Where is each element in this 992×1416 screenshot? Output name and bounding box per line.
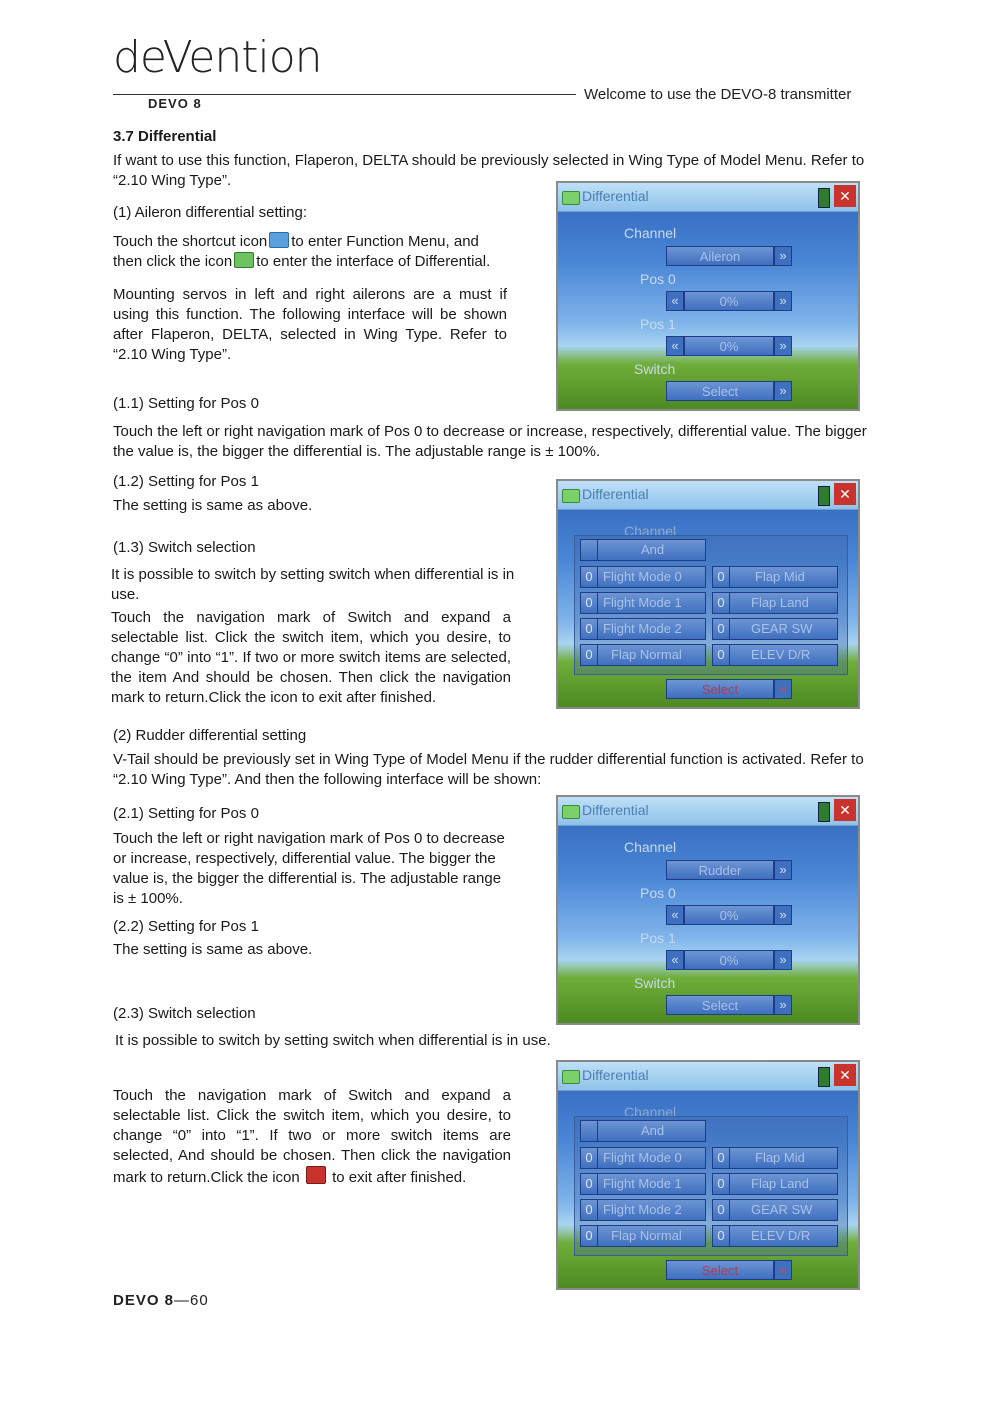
rudder-pos1-heading: (2.2) Setting for Pos 1 [113,918,259,935]
switch-item-label: ELEV D/R [751,647,811,662]
aileron-touch-line [113,232,513,252]
switch-item[interactable] [580,592,706,614]
rudder-pos0-text: Touch the left or right navigation mark of Pos 0 to decrease or increase, respectively, differential value. The bigger the value is, the bigger the differential is. The adjustable range is ± 100%. [113,830,505,907]
aileron-pos1-heading: (1.2) Setting for Pos 1 [113,473,259,490]
switch-item-num[interactable]: 0 [581,1226,598,1246]
switch-label: Switch [634,361,676,377]
pos0-label: Pos 0 [640,885,676,901]
channel-label: Channel [624,225,677,241]
exit-icon[interactable] [306,1166,326,1184]
switch-item[interactable] [712,1225,838,1247]
aileron-pos0-heading: (1.1) Setting for Pos 0 [113,395,259,412]
aileron-pos1-text: The setting is same as above. [113,497,313,514]
touch-text-b: to enter Function Menu, and [291,233,479,250]
switch-item[interactable] [712,1173,838,1195]
header-rule [113,94,576,95]
screen-title: Differential [582,802,649,818]
switch-item-num[interactable]: 0 [713,593,730,613]
differential-icon [562,805,580,819]
switch-item-label: ELEV D/R [751,1228,811,1243]
switch-item-num[interactable]: 0 [581,593,598,613]
click-text-b: to enter the interface of Differential. [256,253,491,270]
page-footer [113,1292,209,1309]
battery-icon [818,486,830,506]
switch-item-num[interactable]: 0 [581,645,598,665]
switch-item-label: GEAR SW [751,1202,813,1217]
pos0-value: 0% [684,291,774,311]
switch-item-label: Flight Mode 1 [603,595,682,610]
channel-label: Channel [624,523,677,539]
aileron-click-line [113,252,513,272]
screen-aileron [556,181,860,411]
switch-item[interactable] [712,566,838,588]
switch-item-label: Flap Normal [611,647,682,662]
differential-icon [562,1070,580,1084]
battery-icon [818,188,830,208]
and-checkbox[interactable] [581,540,598,560]
switch-item[interactable] [712,592,838,614]
switch-item[interactable] [580,618,706,640]
switch-label: Switch [634,975,676,991]
channel-label: Channel [624,1104,677,1120]
aileron-switch-text2: Touch the navigation mark of Switch and expand a selectable list. Click the switch item, which you desire, to change “0” into “1”. If two or more switch items are selected, the item And should be chosen. Then click the navigation mark to return.Click the icon to exit after finished. [111,609,511,706]
switch-item-num[interactable]: 0 [713,1148,730,1168]
exit-icon[interactable]: ✕ [834,1064,856,1086]
channel-value: Rudder [666,860,774,880]
switch-item-label: Flight Mode 0 [603,569,682,584]
brand-logo: deVention [113,32,322,83]
switch-item[interactable] [712,1147,838,1169]
rudder-switch-text2 [113,1086,511,1188]
click-text-a: then click the icon [113,253,233,270]
switch-item[interactable] [580,1173,706,1195]
switch-item-label: GEAR SW [751,621,813,636]
switch-item-label: Flap Mid [755,569,805,584]
aileron-switch-heading: (1.3) Switch selection [113,539,256,556]
switch-item-num[interactable]: 0 [713,619,730,639]
switch-item[interactable] [580,644,706,666]
exit-icon[interactable]: ✕ [834,799,856,821]
pos0-value: 0% [684,905,774,925]
switch-item-num[interactable]: 0 [713,1226,730,1246]
screen-title: Differential [582,188,649,204]
switch-select[interactable]: Select [666,1260,774,1280]
rudder-intro: V-Tail should be previously set in Wing Type of Model Menu if the rudder differential function is activated. Refer to “2.10 Wing Type”. And then the following interface will be shown: [113,751,864,788]
pos1-left-arrow[interactable]: « [666,336,684,356]
screen-aileron-switch-list [556,479,860,709]
brand-model: DEVO 8 [148,96,202,111]
rudder-pos1-text: The setting is same as above. [113,941,313,958]
differential-icon[interactable] [234,252,254,268]
screen-title-bar [558,797,858,826]
switch-item-num[interactable]: 0 [581,567,598,587]
screen-title: Differential [582,486,649,502]
switch-next-arrow[interactable]: » [774,995,792,1015]
channel-next-arrow[interactable]: » [774,860,792,880]
screen-title: Differential [582,1067,649,1083]
aileron-pos0-text: Touch the left or right navigation mark of Pos 0 to decrease or increase, respectively, differential value. The bigger the value is, the bigger the differential is. The adjustable range is ± 100%. [113,423,867,460]
pos0-label: Pos 0 [640,271,676,287]
switch-item[interactable] [712,644,838,666]
function-menu-icon[interactable] [269,232,289,248]
switch-item-num[interactable]: 0 [581,619,598,639]
return-arrow[interactable]: « [774,679,792,699]
battery-icon [818,802,830,822]
switch-item[interactable] [580,1147,706,1169]
pos1-right-arrow[interactable]: » [774,950,792,970]
switch-select[interactable]: Select [666,381,774,401]
switch-item[interactable] [580,1225,706,1247]
rudder-switch-heading: (2.3) Switch selection [113,1005,256,1022]
channel-label: Channel [624,839,677,855]
rudder-switch-text1: It is possible to switch by setting switch when differential is in use. [115,1032,551,1049]
pos1-label: Pos 1 [640,930,676,946]
switch-item-num[interactable]: 0 [713,645,730,665]
switch-item-label: Flight Mode 1 [603,1176,682,1191]
pos0-left-arrow[interactable]: « [666,291,684,311]
pos1-label: Pos 1 [640,316,676,332]
switch-item[interactable] [712,1199,838,1221]
switch-item-num[interactable]: 0 [581,1148,598,1168]
pos1-value: 0% [684,336,774,356]
rudder-heading: (2) Rudder differential setting [113,727,307,744]
mounting-text: Mounting servos in left and right ailerons are a must if using this function. The following interface will be shown after Flaperon, DELTA, selected in Wing Type. Refer to “2.10 Wing Type”. [113,286,507,363]
and-checkbox[interactable] [581,1121,598,1141]
switch-item-label: Flight Mode 0 [603,1150,682,1165]
switch-next-arrow[interactable]: » [774,381,792,401]
footer-model: DEVO 8 [113,1292,175,1309]
and-option[interactable] [580,1120,706,1142]
switch-item-num[interactable]: 0 [713,567,730,587]
and-option[interactable] [580,539,706,561]
exit-icon[interactable]: ✕ [834,483,856,505]
switch-item-label: Flight Mode 2 [603,1202,682,1217]
switch-item-num[interactable]: 0 [713,1200,730,1220]
switch-select[interactable]: Select [666,995,774,1015]
switch-item-num[interactable]: 0 [581,1200,598,1220]
rudder-pos0-heading: (2.1) Setting for Pos 0 [113,805,259,822]
screen-rudder-switch-list [556,1060,860,1290]
switch-item-label: Flap Land [751,1176,809,1191]
screen-rudder [556,795,860,1025]
rudder-switch-text2b: to exit after finished. [332,1169,467,1186]
pos0-right-arrow[interactable]: » [774,291,792,311]
screen-title-bar [558,481,858,510]
and-label: And [641,1123,665,1138]
switch-item-label: Flap Land [751,595,809,610]
switch-item-label: Flight Mode 2 [603,621,682,636]
battery-icon [818,1067,830,1087]
switch-select[interactable]: Select [666,679,774,699]
screen-title-bar [558,1062,858,1091]
screen-title-bar [558,183,858,212]
section-title: 3.7 Differential [113,128,217,145]
switch-item[interactable] [580,566,706,588]
return-arrow[interactable]: « [774,1260,792,1280]
aileron-switch-text1: It is possible to switch by setting switch when differential is in use. [111,566,515,603]
pos0-left-arrow[interactable]: « [666,905,684,925]
intro-text: If want to use this function, Flaperon, DELTA should be previously selected in Wing Type of Model Menu. Refer to “2.10 Wing Type”. [113,152,865,189]
switch-item-num[interactable]: 0 [713,1174,730,1194]
channel-value: Aileron [666,246,774,266]
pos0-right-arrow[interactable]: » [774,905,792,925]
switch-item[interactable] [712,618,838,640]
channel-next-arrow[interactable]: » [774,246,792,266]
pos1-left-arrow[interactable]: « [666,950,684,970]
header-tagline: Welcome to use the DEVO-8 transmitter [584,86,852,103]
switch-item-num[interactable]: 0 [581,1174,598,1194]
pos1-value: 0% [684,950,774,970]
exit-icon[interactable]: ✕ [834,185,856,207]
aileron-heading: (1) Aileron differential setting: [113,204,307,221]
differential-icon [562,191,580,205]
switch-item-label: Flap Mid [755,1150,805,1165]
differential-icon [562,489,580,503]
footer-page: —60 [174,1292,209,1309]
touch-text-a: Touch the shortcut icon [113,233,268,250]
rudder-switch-text2a: Touch the navigation mark of Switch and expand a selectable list. Click the switch item, which you desire, to change “0” into “1”. If two or more switch items are selected, And should be chosen. Then click the navigation mark to return.Click the icon [113,1087,511,1186]
switch-item[interactable] [580,1199,706,1221]
switch-item-label: Flap Normal [611,1228,682,1243]
and-label: And [641,542,665,557]
pos1-right-arrow[interactable]: » [774,336,792,356]
